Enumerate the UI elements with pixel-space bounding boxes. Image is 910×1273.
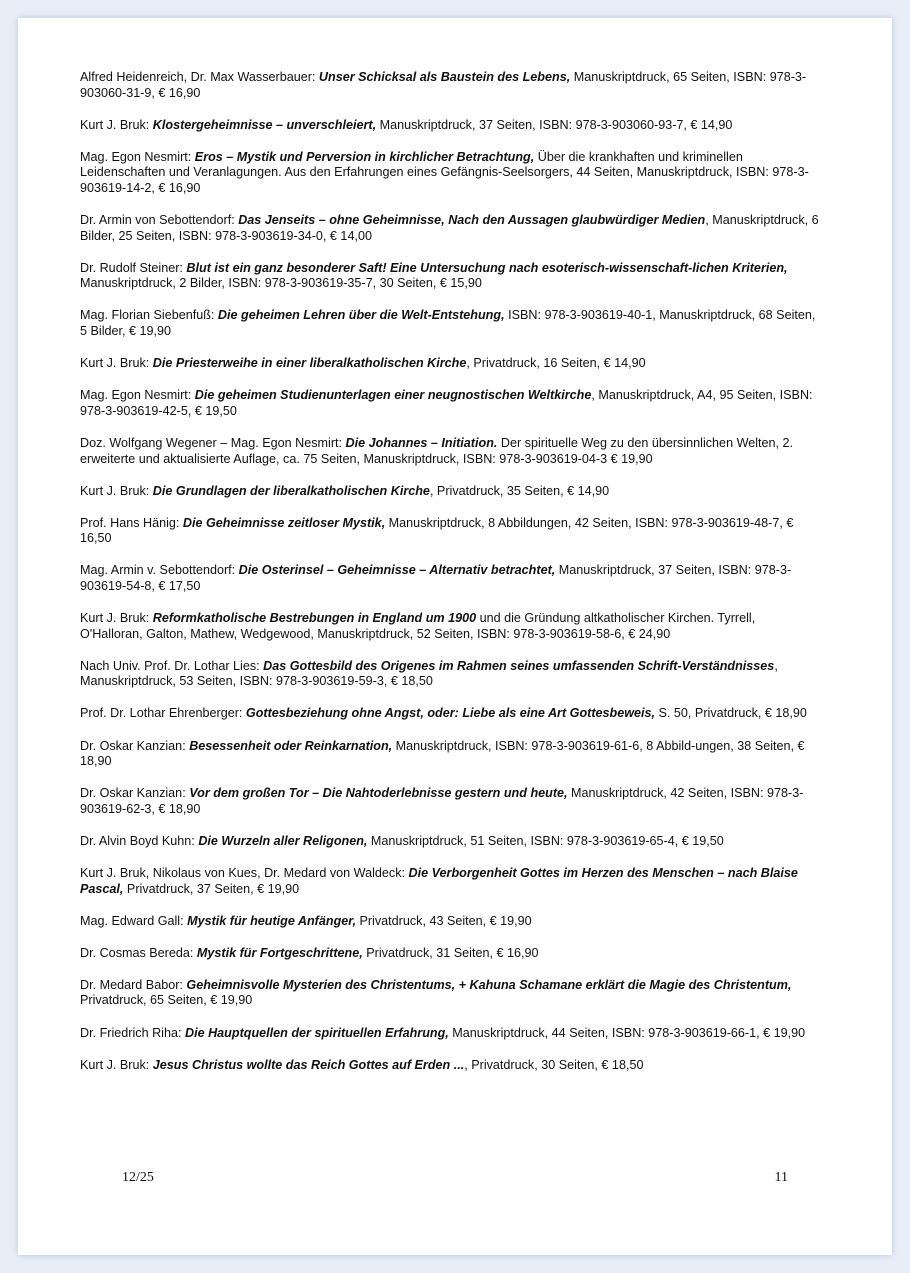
- entry-author: Mag. Florian Siebenfuß:: [80, 308, 218, 323]
- entry-title: Geheimnisvolle Mysterien des Christentums, + Kahuna Schamane erklärt die Magie des Christentum,: [186, 977, 792, 992]
- entry-details: , Manuskriptdruck, 6 Bilder, 25 Seiten, ISBN: 978-3-903619-34-0, € 14,00: [80, 213, 819, 243]
- entry-title: Die Geheimnisse zeitloser Mystik,: [182, 515, 386, 530]
- entry-details: , Manuskriptdruck, A4, 95 Seiten, ISBN: 978-3-903619-42-5, € 19,50: [80, 388, 813, 418]
- catalog-entry: [80, 213, 820, 244]
- entry-details: Manuskriptdruck, 44 Seiten, ISBN: 978-3-903619-66-1, € 19,90: [448, 1025, 806, 1040]
- catalog-entry: [80, 786, 820, 817]
- entry-title: Eros – Mystik und Perversion in kirchlicher Betrachtung,: [194, 149, 535, 164]
- entry-author: Mag. Edward Gall:: [80, 913, 188, 928]
- entry-author: Dr. Rudolf Steiner:: [80, 260, 187, 275]
- entry-title: Blut ist ein ganz besonderer Saft! Eine Untersuchung nach esoterisch-wissenschaft-lichen Kriterien,: [186, 260, 788, 275]
- entry-author: Dr. Friedrich Riha:: [80, 1025, 185, 1040]
- catalog-entry: [80, 516, 820, 547]
- entry-title: Besessenheit oder Reinkarnation,: [189, 738, 393, 753]
- footer-date: 12/25: [122, 1170, 154, 1185]
- entry-title: Unser Schicksal als Baustein des Lebens,: [318, 70, 571, 84]
- entry-title: Die Osterinsel – Geheimnisse – Alternativ betrachtet,: [238, 563, 556, 578]
- entry-details: Privatdruck, 43 Seiten, € 19,90: [355, 913, 532, 928]
- entry-author: Dr. Alvin Boyd Kuhn:: [80, 833, 199, 848]
- catalog-entry: [80, 739, 820, 770]
- entry-details: Privatdruck, 37 Seiten, € 19,90: [123, 881, 300, 896]
- catalog-entry: [80, 659, 820, 690]
- entry-details: Manuskriptdruck, 37 Seiten, ISBN: 978-3-903619-54-8, € 17,50: [80, 563, 792, 593]
- catalog-entry: [80, 834, 820, 850]
- entry-title: Klostergeheimnisse – unverschleiert,: [152, 117, 377, 132]
- catalog-entry: [80, 1026, 820, 1042]
- entry-title: Die Grundlagen der liberalkatholischen Kirche: [152, 483, 430, 498]
- entry-author: Kurt J. Bruk, Nikolaus von Kues, Dr. Medard von Waldeck:: [80, 866, 409, 880]
- entry-author: Dr. Cosmas Bereda:: [80, 945, 197, 960]
- entry-title: Die geheimen Lehren über die Welt-Entstehung,: [217, 308, 505, 323]
- catalog-entry: [80, 946, 820, 962]
- entry-title: Jesus Christus wollte das Reich Gottes auf Erden ...: [152, 1057, 465, 1072]
- catalog-entry: [80, 356, 820, 372]
- entry-author: Dr. Oskar Kanzian:: [80, 738, 190, 753]
- catalog-list: [80, 70, 820, 1090]
- entry-author: Kurt J. Bruk:: [80, 483, 153, 498]
- catalog-entry: [80, 70, 820, 101]
- entry-author: Kurt J. Bruk:: [80, 611, 153, 626]
- entry-title: Mystik für heutige Anfänger,: [187, 913, 356, 928]
- entry-title: Die Priesterweihe in einer liberalkatholischen Kirche: [152, 356, 467, 371]
- entry-details: Manuskriptdruck, ISBN: 978-3-903619-61-6, 8 Abbild-ungen, 38 Seiten, € 18,90: [80, 738, 805, 769]
- entry-title: Die Hauptquellen der spirituellen Erfahrung,: [184, 1025, 449, 1040]
- catalog-entry: [80, 118, 820, 134]
- catalog-entry: [80, 436, 820, 467]
- catalog-entry: [80, 388, 820, 419]
- entry-details: und die Gründung altkatholischer Kirchen. Tyrrell, O'Halloran, Galton, Mathew, Wedgewood, Manuskriptdruck, 52 Seiten, ISBN: 978-3-903619-58-6, € 24,90: [80, 611, 756, 641]
- document-page: [18, 18, 892, 1255]
- entry-author: Prof. Hans Hänig:: [80, 515, 183, 530]
- entry-title: Gottesbeziehung ohne Angst, oder: Liebe als eine Art Gottesbeweis,: [245, 706, 656, 721]
- entry-details: Manuskriptdruck, 65 Seiten, ISBN: 978-3-903060-31-9, € 16,90: [80, 70, 807, 100]
- catalog-entry: [80, 866, 820, 897]
- entry-title: Vor dem großen Tor – Die Nahtoderlebnisse gestern und heute,: [189, 786, 568, 801]
- entry-author: Mag. Armin v. Sebottendorf:: [80, 563, 239, 578]
- catalog-entry: [80, 563, 820, 594]
- catalog-entry: [80, 914, 820, 930]
- entry-details: Manuskriptdruck, 51 Seiten, ISBN: 978-3-903619-65-4, € 19,50: [367, 833, 724, 848]
- catalog-entry: [80, 1058, 820, 1074]
- entry-author: Doz. Wolfgang Wegener – Mag. Egon Nesmirt:: [80, 435, 346, 450]
- entry-title: Die geheimen Studienunterlagen einer neugnostischen Weltkirche: [194, 388, 592, 403]
- entry-title: Die Verborgenheit Gottes im Herzen des Menschen – nach Blaise Pascal,: [80, 866, 798, 896]
- catalog-entry: [80, 611, 820, 642]
- entry-details: Manuskriptdruck, 8 Abbildungen, 42 Seiten, ISBN: 978-3-903619-48-7, € 16,50: [80, 515, 794, 546]
- entry-author: Mag. Egon Nesmirt:: [80, 149, 195, 164]
- catalog-entry: [80, 484, 820, 500]
- page-number: 11: [774, 1170, 788, 1185]
- entry-details: Über die krankhaften und kriminellen Leidenschaften und Veranlagungen. Aus den Erfahrungen eines Gefängnis-Seelsorgers, 44 Seiten, Manuskriptdruck, ISBN: 978-3-903619-14-2, € 16,90: [80, 149, 809, 195]
- entry-title: Reformkatholische Bestrebungen in England um 1900: [152, 611, 477, 626]
- catalog-entry: [80, 261, 820, 292]
- entry-author: Dr. Medard Babor:: [80, 977, 187, 992]
- entry-details: Privatdruck, 65 Seiten, € 19,90: [80, 993, 253, 1008]
- entry-author: Prof. Dr. Lothar Ehrenberger:: [80, 706, 246, 721]
- entry-details: ISBN: 978-3-903619-40-1, Manuskriptdruck, 68 Seiten, 5 Bilder, € 19,90: [80, 308, 816, 339]
- entry-details: Manuskriptdruck, 42 Seiten, ISBN: 978-3-903619-62-3, € 18,90: [80, 786, 804, 816]
- entry-author: Kurt J. Bruk:: [80, 356, 153, 371]
- entry-author: Dr. Armin von Sebottendorf:: [80, 213, 239, 228]
- catalog-entry: [80, 150, 820, 197]
- entry-details: Manuskriptdruck, 37 Seiten, ISBN: 978-3-903060-93-7, € 14,90: [376, 117, 733, 132]
- entry-details: , Privatdruck, 16 Seiten, € 14,90: [466, 356, 646, 371]
- entry-title: Mystik für Fortgeschrittene,: [196, 945, 363, 960]
- catalog-entry: [80, 706, 820, 722]
- entry-author: Kurt J. Bruk:: [80, 1057, 153, 1072]
- entry-details: , Manuskriptdruck, 53 Seiten, ISBN: 978-3-903619-59-3, € 18,50: [80, 658, 778, 689]
- entry-details: S. 50, Privatdruck, € 18,90: [655, 706, 807, 721]
- entry-title: Das Gottesbild des Origenes im Rahmen seines umfassenden Schrift-Verständnisses: [263, 658, 775, 673]
- entry-author: Alfred Heidenreich, Dr. Max Wasserbauer:: [80, 70, 319, 84]
- entry-details: Manuskriptdruck, 2 Bilder, ISBN: 978-3-903619-35-7, 30 Seiten, € 15,90: [80, 276, 482, 291]
- entry-details: , Privatdruck, 30 Seiten, € 18,50: [464, 1057, 644, 1072]
- entry-title: Die Wurzeln aller Religonen,: [198, 833, 368, 848]
- entry-details: Privatdruck, 31 Seiten, € 16,90: [362, 945, 539, 960]
- entry-title: Das Jenseits – ohne Geheimnisse, Nach den Aussagen glaubwürdiger Medien: [238, 213, 706, 228]
- entry-title: Die Johannes – Initiation.: [345, 435, 498, 450]
- entry-author: Kurt J. Bruk:: [80, 117, 153, 132]
- entry-details: , Privatdruck, 35 Seiten, € 14,90: [429, 483, 610, 498]
- catalog-entry: [80, 978, 820, 1009]
- entry-details: Der spirituelle Weg zu den übersinnlichen Welten, 2. erweiterte und aktualisierte Auflage, ca. 75 Seiten, Manuskriptdruck, ISBN: 978-3-903619-04-3 € 19,90: [80, 435, 794, 466]
- entry-author: Dr. Oskar Kanzian:: [80, 786, 190, 801]
- entry-author: Nach Univ. Prof. Dr. Lothar Lies:: [80, 658, 264, 673]
- catalog-entry: [80, 308, 820, 339]
- entry-author: Mag. Egon Nesmirt:: [80, 388, 195, 403]
